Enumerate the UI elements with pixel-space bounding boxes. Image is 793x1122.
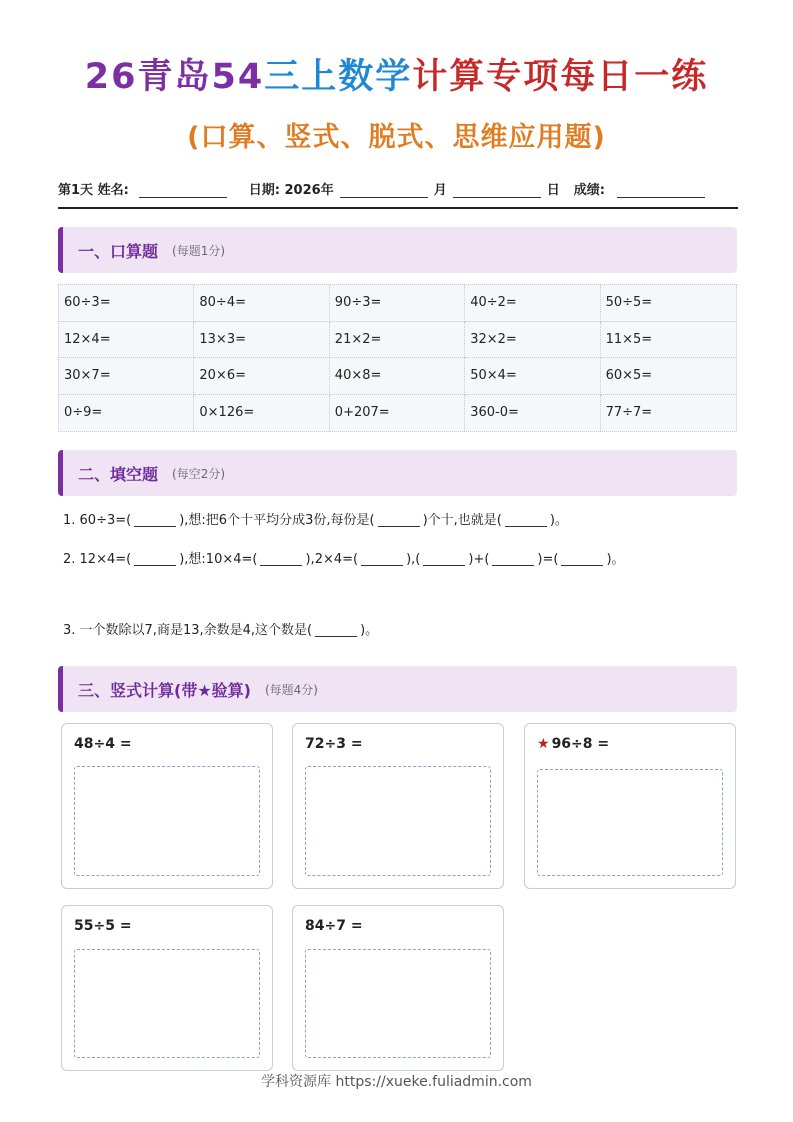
fill-text: ),想:把6个十平均分成3份,每份是( xyxy=(179,513,375,528)
section-vertical-title: 三、竖式计算(带★验算) xyxy=(78,680,251,700)
page-subtitle: (口算、竖式、脱式、思维应用题) xyxy=(187,122,606,153)
vertical-problem-label xyxy=(537,736,609,752)
fill-text: )。 xyxy=(360,623,379,638)
vertical-problem-card xyxy=(292,905,504,1071)
score-label: 成绩: xyxy=(573,183,605,198)
oral-problem[interactable]: 12×4= xyxy=(59,322,194,359)
section-fill-header xyxy=(58,450,737,496)
oral-problem[interactable]: 80÷4= xyxy=(194,285,329,322)
section-fill-note: (每空2分) xyxy=(172,466,226,481)
oral-problem[interactable]: 77÷7= xyxy=(605,405,653,421)
page-title xyxy=(0,52,793,102)
vertical-problem-label xyxy=(74,918,132,934)
vertical-problem-text: 48÷4 = xyxy=(74,736,132,752)
vertical-problem-text: 55÷5 = xyxy=(74,918,132,934)
vertical-problem-card xyxy=(292,723,504,889)
oral-problem[interactable]: 13×3= xyxy=(194,322,329,359)
fill-text: )+( xyxy=(468,552,490,567)
oral-problem[interactable]: 0÷9= xyxy=(59,395,194,432)
section-vertical-header xyxy=(58,666,737,712)
name-field[interactable] xyxy=(139,183,227,198)
work-area[interactable] xyxy=(537,769,723,876)
fill-question-2 xyxy=(63,542,738,578)
fill-text: 2. 12×4=( xyxy=(63,552,132,567)
answer-blank[interactable] xyxy=(134,553,176,566)
answer-blank[interactable] xyxy=(492,553,534,566)
vertical-problem-label xyxy=(305,736,363,752)
work-area[interactable] xyxy=(74,949,260,1058)
fill-text: )个十,也就是( xyxy=(422,513,502,528)
oral-problem[interactable]: 50÷5= xyxy=(601,285,736,322)
oral-problem[interactable]: 32×2= xyxy=(465,322,600,359)
answer-blank[interactable] xyxy=(361,553,403,566)
student-info-row xyxy=(58,174,738,198)
footer-source-text: 学科资源库 https://xueke.fuliadmin.com xyxy=(261,1074,532,1090)
fill-text: 1. 60÷3=( xyxy=(63,513,132,528)
answer-blank[interactable] xyxy=(260,553,302,566)
fill-text: 3. 一个数除以7,商是13,余数是4,这个数是( xyxy=(63,623,313,638)
work-area[interactable] xyxy=(74,766,260,876)
vertical-problem-text: 84÷7 = xyxy=(305,918,363,934)
vertical-problem-card xyxy=(524,723,736,889)
vertical-problem-label xyxy=(74,736,132,752)
oral-problem[interactable]: 60×5= xyxy=(601,358,736,395)
oral-problem[interactable]: 40÷2= xyxy=(465,285,600,322)
section-oral-header xyxy=(58,227,737,273)
title-part-1: 26青岛54 xyxy=(84,57,265,97)
section-oral-title: 一、口算题 xyxy=(78,241,159,261)
section-fill-title: 二、填空题 xyxy=(78,464,159,484)
year-suffix-field[interactable] xyxy=(340,183,428,198)
oral-problem[interactable]: 90÷3= xyxy=(330,285,465,322)
vertical-problem-card xyxy=(61,905,273,1071)
date-label: 日期: 2026年 xyxy=(248,183,334,198)
oral-problem[interactable]: 360-0= xyxy=(465,395,600,432)
vertical-problem-text: 72÷3 = xyxy=(305,736,363,752)
star-icon: ★ xyxy=(537,736,550,752)
answer-blank[interactable] xyxy=(423,553,465,566)
fill-text: ),2×4=( xyxy=(305,552,359,567)
oral-problem[interactable]: 50×4= xyxy=(465,358,600,395)
title-part-3: 计算专项每日一练 xyxy=(412,57,709,97)
oral-problem[interactable]: 40×8= xyxy=(330,358,465,395)
oral-problem[interactable]: 0×126= xyxy=(194,395,329,432)
oral-problem[interactable]: 30×7= xyxy=(59,358,194,395)
fill-text: ),想:10×4=( xyxy=(179,552,258,567)
work-area[interactable] xyxy=(305,766,491,876)
day-label: 日 xyxy=(546,183,560,198)
fill-question-1 xyxy=(63,503,738,539)
score-field[interactable] xyxy=(617,183,705,198)
answer-blank[interactable] xyxy=(505,514,547,527)
oral-problem[interactable]: 21×2= xyxy=(330,322,465,359)
oral-problems-grid xyxy=(58,284,737,432)
oral-problem[interactable]: 11×5= xyxy=(601,322,736,359)
month-label: 月 xyxy=(433,183,447,198)
title-part-2: 三上数学 xyxy=(264,57,413,97)
fill-text: )=( xyxy=(537,552,559,567)
answer-blank[interactable] xyxy=(134,514,176,527)
answer-blank[interactable] xyxy=(378,514,420,527)
vertical-problem-text: 96÷8 = xyxy=(551,736,610,752)
section-vertical-note: (每题4分) xyxy=(264,682,318,697)
section-oral-note: (每题1分) xyxy=(172,243,226,258)
fill-text: )。 xyxy=(606,552,625,567)
vertical-problem-label xyxy=(305,918,363,934)
work-area[interactable] xyxy=(305,949,491,1058)
answer-blank[interactable] xyxy=(315,624,357,637)
oral-problem[interactable]: 20×6= xyxy=(194,358,329,395)
day-name-label: 第1天 姓名: xyxy=(58,183,129,198)
fill-text: )。 xyxy=(549,513,568,528)
oral-problem[interactable]: 60÷3= xyxy=(59,285,194,322)
answer-blank[interactable] xyxy=(561,553,603,566)
fill-text: ),( xyxy=(406,552,421,567)
month-field[interactable] xyxy=(453,183,541,198)
oral-problem[interactable]: 0+207= xyxy=(330,395,465,432)
vertical-problem-card xyxy=(61,723,273,889)
fill-question-3 xyxy=(63,613,738,649)
header-divider xyxy=(58,207,738,209)
